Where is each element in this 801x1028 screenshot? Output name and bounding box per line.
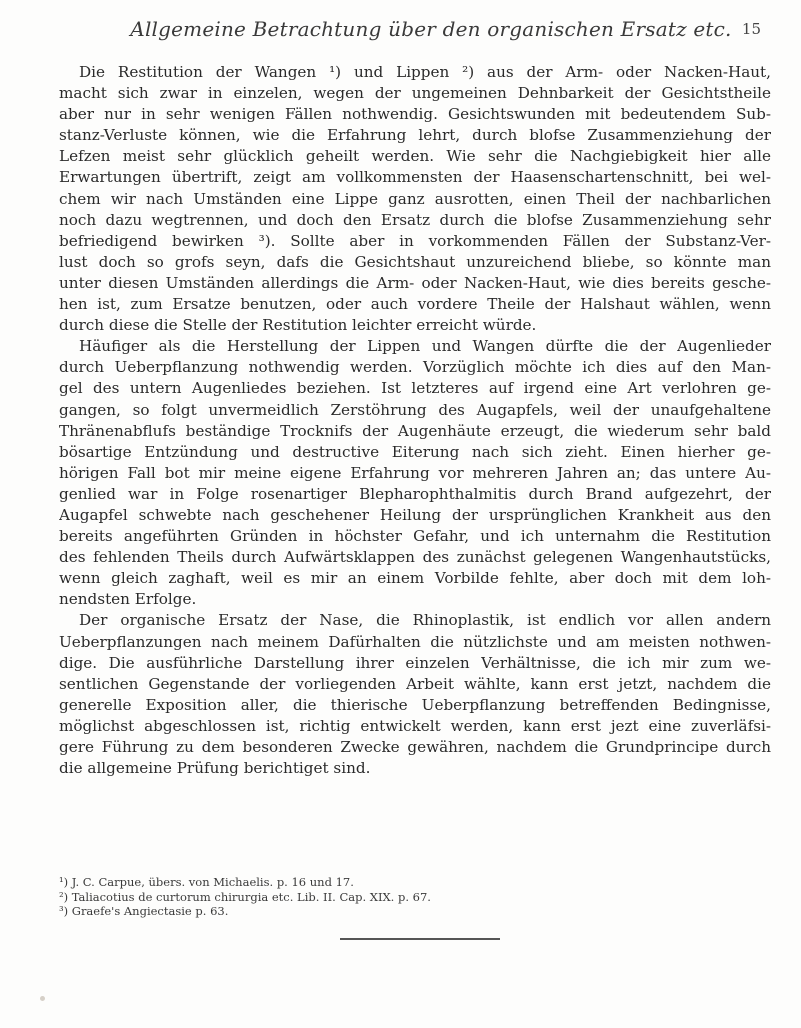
body-text xyxy=(59,62,771,779)
text-line: sentlichen Gegenstande der vorliegenden Arbeit wählte, kann erst jetzt, nachdem die xyxy=(59,674,771,693)
text-line: generelle Exposition aller, die thierische Ueberpflanzung betreffenden Bedingnisse, xyxy=(59,695,771,714)
text-line: lust doch so grofs seyn, dafs die Gesichtshaut unzureichend bliebe, so könnte man xyxy=(59,252,771,271)
text-line: Ueberpflanzungen nach meinem Dafürhalten die nützlichste und am meisten nothwen- xyxy=(59,632,771,651)
text-line: noch dazu wegtrennen, und doch den Ersatz durch die blofse Zusammenziehung sehr xyxy=(59,210,771,229)
text-line: genlied war in Folge rosenartiger Blepharophthalmitis durch Brand aufgezehrt, der xyxy=(59,484,771,503)
text-line: Die Restitution der Wangen ¹) und Lippen ²) aus der Arm- oder Nacken-Haut, xyxy=(79,63,771,81)
running-header xyxy=(128,14,761,44)
text-line: hörigen Fall bot mir meine eigene Erfahrung vor mehreren Jahren an; das untere Au- xyxy=(59,463,771,482)
text-line: durch diese die Stelle der Restitution leichter erreicht würde. xyxy=(59,316,537,335)
text-line: gangen, so folgt unvermeidlich Zerstöhrung des Augapfels, weil der unaufgehaltene xyxy=(59,400,771,419)
footnote-3: ³) Graefe's Angiectasie p. 63. xyxy=(59,904,229,918)
text-line: gel des untern Augenliedes beziehen. Ist letzteres auf irgend eine Art verlohren ge- xyxy=(59,379,771,398)
footnotes xyxy=(59,875,771,919)
text-line: Häufiger als die Herstellung der Lippen und Wangen dürfte die der Augenlieder xyxy=(79,337,771,356)
page-number: 15 xyxy=(741,20,761,38)
text-line: Der organische Ersatz der Nase, die Rhinoplastik, ist endlich vor allen andern xyxy=(79,611,771,630)
closing-rule xyxy=(340,938,500,940)
text-line: Erwartungen übertrift, zeigt am vollkommensten der Haasenschartenschnitt, bei wel- xyxy=(59,168,771,187)
text-line: des fehlenden Theils durch Aufwärtsklappen des zunächst gelegenen Wangenhautstücks, xyxy=(59,548,771,567)
text-line: Thränenabflufs beständige Trocknifs der Augenhäute erzeugt, die wiederum sehr bald xyxy=(59,421,771,440)
text-line: Lefzen meist sehr glücklich geheilt werden. Wie sehr die Nachgiebigkeit hier alle xyxy=(59,147,771,166)
text-line: wenn gleich zaghaft, weil es mir an einem Vorbilde fehlte, aber doch mit dem loh- xyxy=(59,569,771,588)
text-line: befriedigend bewirken ³). Sollte aber in vorkommenden Fällen der Substanz-Ver- xyxy=(59,231,771,250)
text-line: gere Führung zu dem besonderen Zwecke gewähren, nachdem die Grundprincipe durch xyxy=(59,738,771,756)
text-line: die allgemeine Prüfung berichtiget sind. xyxy=(59,759,371,778)
text-line: aber nur in sehr wenigen Fällen nothwendig. Gesichtswunden mit bedeutendem Sub- xyxy=(59,105,771,124)
text-line: dige. Die ausführliche Darstellung ihrer einzelen Verhältnisse, die ich mir zum we- xyxy=(59,653,771,672)
text-line: unter diesen Umständen allerdings die Arm- oder Nacken-Haut, wie dies bereits gesche- xyxy=(59,273,771,292)
text-line: durch Ueberpflanzung nothwendig werden. Vorzüglich möchte ich dies auf den Man- xyxy=(59,358,771,377)
text-line: möglichst abgeschlossen ist, richtig entwickelt werden, kann erst jezt eine zuverläfsi- xyxy=(59,716,771,735)
paper-speck xyxy=(40,996,45,1001)
text-line: chem wir nach Umständen eine Lippe ganz ausrotten, einen Theil der nachbarlichen xyxy=(59,189,771,208)
running-title: Allgemeine Betrachtung über den organischen Ersatz etc. xyxy=(130,17,732,41)
text-line: stanz-Verluste können, wie die Erfahrung lehrt, durch blofse Zusammenziehung der xyxy=(59,126,771,145)
footnote-1: ¹) J. C. Carpue, übers. von Michaelis. p. 16 und 17. xyxy=(59,875,354,889)
text-line: bösartige Entzündung und destructive Eiterung nach sich zieht. Einen hierher ge- xyxy=(59,442,771,461)
text-line: Augapfel schwebte nach geschehener Heilung der ursprünglichen Krankheit aus den xyxy=(59,505,771,524)
text-line: hen ist, zum Ersatze benutzen, oder auch vordere Theile der Halshaut wählen, wenn xyxy=(59,295,771,314)
text-line: nendsten Erfolge. xyxy=(59,590,197,609)
footnote-2: ²) Taliacotius de curtorum chirurgia etc. Lib. II. Cap. XIX. p. 67. xyxy=(59,889,431,904)
text-line: bereits angeführten Gründen in höchster Gefahr, und ich unternahm die Restitution xyxy=(59,527,771,546)
text-line: macht sich zwar in einzelen, wegen der ungemeinen Dehnbarkeit der Gesichtstheile xyxy=(59,84,771,103)
